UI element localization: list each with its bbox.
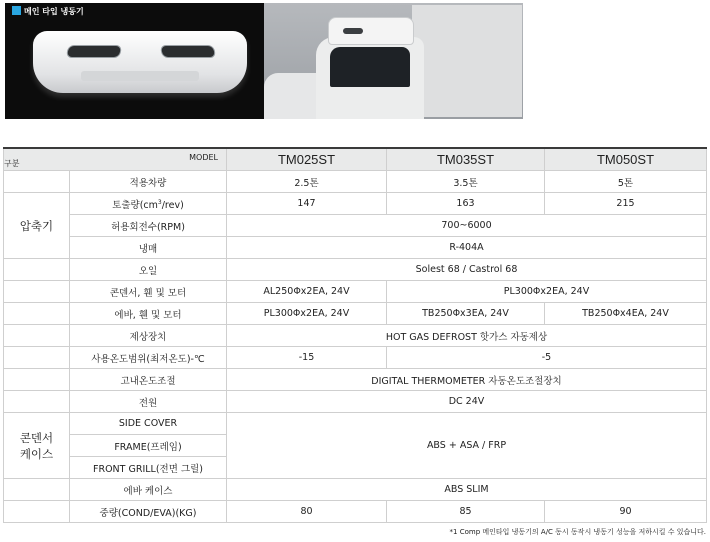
cell-value: DC 24V [227, 391, 707, 413]
row-label-displacement: 토출량$(cm^3/rev)$ [70, 193, 227, 215]
table-row [4, 259, 707, 281]
cell-value: 80 [227, 501, 387, 523]
row-label-side-cover: SIDE COVER [70, 413, 227, 435]
table-row [4, 325, 707, 347]
cell-value: 2.5톤 [227, 171, 387, 193]
cell-value: PL300Φx2EA, 24V [227, 303, 387, 325]
truck-photo [264, 3, 523, 119]
unit-grill-left [66, 45, 122, 58]
table-row [4, 171, 707, 193]
cell-value: HOT GAS DEFROST 핫가스 자동제상 [227, 325, 707, 347]
row-label-condenser: 콘덴서, 휀 및 모터 [70, 281, 227, 303]
cell-value: TB250Φx3EA, 24V [387, 303, 545, 325]
cell-value: 700~6000 [227, 215, 707, 237]
header-label-cell [4, 148, 227, 171]
row-label-oil: 오일 [70, 259, 227, 281]
cell-value: 147 [227, 193, 387, 215]
cell-value: -5 [387, 347, 707, 369]
row-label-vehicle: 적용차량 [70, 171, 227, 193]
row-label-evaporator: 에바, 휀 및 모터 [70, 303, 227, 325]
table-row [4, 193, 707, 215]
cell-value: AL250Φx2EA, 24V [227, 281, 387, 303]
cell-value: DIGITAL THERMOMETER 자동온도조절장치 [227, 369, 707, 391]
cell-value: 163 [387, 193, 545, 215]
cell-value: 215 [545, 193, 707, 215]
model-tm050st: TM050ST [545, 148, 707, 171]
photo-tag: 메인 타입 냉동기 [12, 6, 84, 17]
row-label-evap-case: 에바 케이스 [70, 479, 227, 501]
cell-value: 90 [545, 501, 707, 523]
category-condenser-case: 콘덴서 케이스 [4, 413, 70, 479]
table-row [4, 413, 707, 435]
table-header-row [4, 148, 707, 171]
row-label-weight: 중량(COND/EVA)(KG) [70, 501, 227, 523]
row-label-power: 전원 [70, 391, 227, 413]
cell-value: R-404A [227, 237, 707, 259]
table-row [4, 237, 707, 259]
cell-value: ABS + ASA / FRP [227, 413, 707, 479]
category-compressor: 압축기 [4, 193, 70, 259]
cell-value: TB250Φx4EA, 24V [545, 303, 707, 325]
unit-base [81, 71, 199, 81]
cell-value: 3.5톤 [387, 171, 545, 193]
cell-value: 85 [387, 501, 545, 523]
cell-value: -15 [227, 347, 387, 369]
row-label-defrost: 제상장치 [70, 325, 227, 347]
product-photo [5, 3, 266, 119]
cell-value: PL300Φx2EA, 24V [387, 281, 707, 303]
truck-mounted-unit [328, 17, 414, 45]
table-row [4, 347, 707, 369]
table-row [4, 215, 707, 237]
row-label-rpm: 허용회전수(RPM) [70, 215, 227, 237]
model-label: MODEL [189, 153, 218, 162]
cell-value: 5톤 [545, 171, 707, 193]
table-row [4, 281, 707, 303]
model-tm035st: TM035ST [387, 148, 545, 171]
row-label-front-grill: FRONT GRILL(전면 그릴) [70, 457, 227, 479]
truck-window [330, 47, 410, 87]
unit-grill-right [160, 45, 216, 58]
table-row [4, 303, 707, 325]
table-row [4, 501, 707, 523]
cell-value: Solest 68 / Castrol 68 [227, 259, 707, 281]
row-label-thermo: 고내온도조절 [70, 369, 227, 391]
table-row [4, 369, 707, 391]
cell-value: ABS SLIM [227, 479, 707, 501]
row-label-refrigerant: 냉매 [70, 237, 227, 259]
gubun-label: 구분 [4, 159, 20, 168]
truck-cargo-box [412, 5, 522, 117]
refrigeration-unit-image [33, 31, 247, 93]
model-tm025st: TM025ST [227, 148, 387, 171]
table-row [4, 479, 707, 501]
row-label-temp-range: 사용온도범위(최저온도)-℃ [70, 347, 227, 369]
spec-table [3, 147, 707, 523]
table-row [4, 391, 707, 413]
footnote: *1 Comp 메인타입 냉동기의 A/C 동시 동작시 냉동기 성능을 저하시킬 수 있습니다. [449, 528, 706, 536]
row-label-frame: FRAME(프레임) [70, 435, 227, 457]
